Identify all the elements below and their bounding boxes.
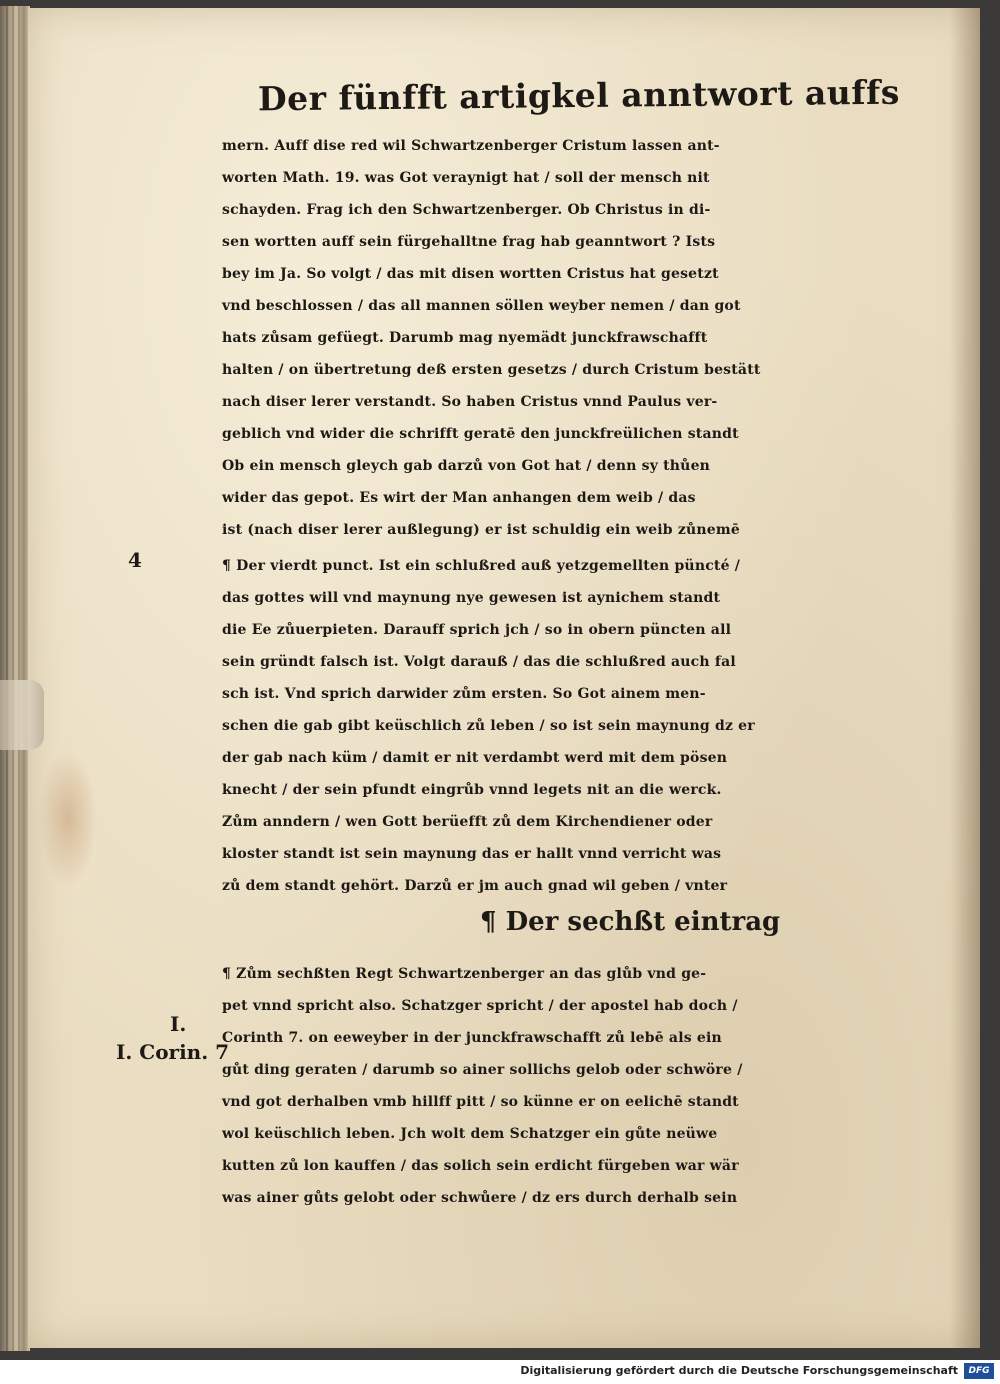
dfg-logo: DFG bbox=[964, 1363, 994, 1379]
text-line: kutten zů lon kauffen / das solich sein erdicht fürgeben war wär bbox=[222, 1158, 739, 1174]
text-line: die Ee zůuerpieten. Darauff sprich jch / so in obern püncten all bbox=[222, 622, 732, 638]
section-heading: ¶ Der sechßt eintrag bbox=[480, 907, 781, 937]
text-line: zů dem standt gehört. Darzů er jm auch gnad wil geben / vnter bbox=[222, 878, 728, 894]
funding-credit: Digitalisierung gefördert durch die Deutsche Forschungsgemeinschaft bbox=[520, 1364, 958, 1377]
text-line: wider das gepot. Es wirt der Man anhangen dem weib / das bbox=[222, 490, 696, 506]
text-line: kloster standt ist sein maynung das er hallt vnnd verricht was bbox=[222, 846, 722, 862]
footer-bar bbox=[0, 1360, 1000, 1384]
text-line: Corinth 7. on eeweyber in der junckfrawschafft zů lebē als ein bbox=[222, 1030, 722, 1046]
text-line: knecht / der sein pfundt eingrůb vnnd legets nit an die werck. bbox=[222, 782, 722, 798]
text-line: ist (nach diser lerer außlegung) er ist schuldig ein weib zůnemē bbox=[222, 522, 740, 538]
margin-note-four: 4 bbox=[128, 548, 142, 572]
text-line: wol keüschlich leben. Jch wolt dem Schatzger ein gůte neüwe bbox=[222, 1126, 718, 1142]
text-line: vnd beschlossen / das all mannen söllen weyber nemen / dan got bbox=[222, 298, 741, 314]
text-line: schayden. Frag ich den Schwartzenberger. Ob Christus in di- bbox=[222, 202, 711, 218]
text-line: vnd got derhalben vmb hillff pitt / so künne er on eelichē standt bbox=[222, 1094, 739, 1110]
text-line: worten Math. 19. was Got veraynigt hat / soll der mensch nit bbox=[222, 170, 710, 186]
text-line: sch ist. Vnd sprich darwider zům ersten. So Got ainem men- bbox=[222, 686, 706, 702]
text-line: sein gründt falsch ist. Volgt darauß / das die schlußred auch fal bbox=[222, 654, 736, 670]
margin-note-one: I. bbox=[170, 1012, 187, 1036]
text-line: bey im Ja. So volgt / das mit disen wortten Cristus hat gesetzt bbox=[222, 266, 719, 282]
text-line: schen die gab gibt keüschlich zů leben / so ist sein maynung dz er bbox=[222, 718, 755, 734]
text-line: Zům anndern / wen Gott berüefft zů dem Kirchendiener oder bbox=[222, 814, 713, 830]
page-title: Der fünfft artigkel anntwort auffs bbox=[257, 72, 900, 119]
text-line: hats zůsam gefüegt. Darumb mag nyemädt junckfrawschafft bbox=[222, 330, 708, 346]
text-line: ¶ Zům sechßten Regt Schwartzenberger an das glůb vnd ge- bbox=[222, 966, 707, 982]
text-line: das gottes will vnd maynung nye gewesen ist aynichem standt bbox=[222, 590, 721, 606]
margin-note-corinth: I. Corin. 7 bbox=[116, 1040, 230, 1064]
text-line: Ob ein mensch gleych gab darzů von Got hat / denn sy thůen bbox=[222, 458, 711, 474]
text-line: nach diser lerer verstandt. So haben Cristus vnnd Paulus ver- bbox=[222, 394, 718, 410]
text-line: sen wortten auff sein fürgehalltne frag hab geanntwort ? Ists bbox=[222, 234, 716, 250]
text-line: pet vnnd spricht also. Schatzger spricht / der apostel hab doch / bbox=[222, 998, 738, 1014]
text-line: ¶ Der vierdt punct. Ist ein schlußred auß yetzgemellten püncté / bbox=[222, 558, 741, 574]
text-line: der gab nach küm / damit er nit verdambt werd mit dem pösen bbox=[222, 750, 728, 766]
text-line: gůt ding geraten / darumb so ainer sollichs gelob oder schwöre / bbox=[222, 1062, 743, 1078]
text-line: was ainer gůts gelobt oder schwůere / dz ers durch derhalb sein bbox=[222, 1190, 738, 1206]
text-line: mern. Auff dise red wil Schwartzenberger Cristum lassen ant- bbox=[222, 138, 720, 154]
text-line: halten / on übertretung deß ersten gesetzs / durch Cristum bestätt bbox=[222, 362, 761, 378]
text-line: geblich vnd wider die schrifft geratē den junckfreülichen standt bbox=[222, 426, 739, 442]
